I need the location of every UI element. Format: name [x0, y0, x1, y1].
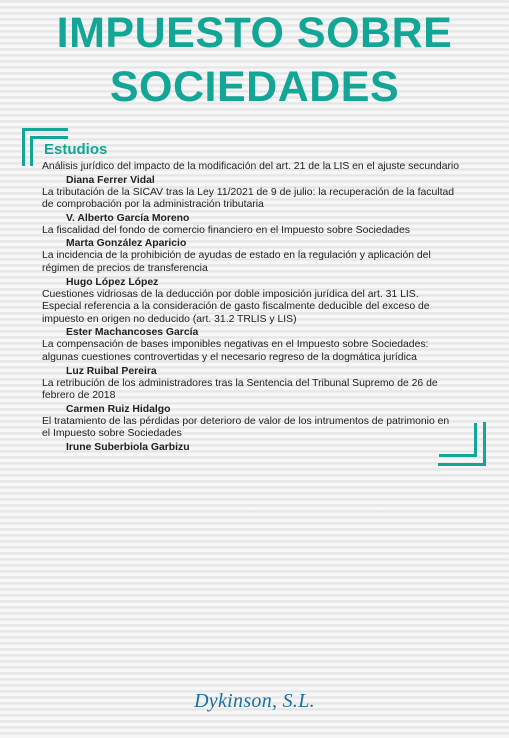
study-author: Luz Ruibal Pereira: [66, 365, 157, 377]
study-author: Ester Machancoses García: [66, 327, 199, 339]
study-author: Carmen Ruiz Hidalgo: [66, 403, 171, 415]
study-title: La fiscalidad del fondo de comercio financiero en el Impuesto sobre Sociedades: [42, 224, 410, 236]
study-entry: [42, 378, 460, 416]
section-title: Estudios: [44, 141, 108, 158]
study-author: V. Alberto García Moreno: [66, 212, 190, 224]
study-title: La compensación de bases imponibles negativas en el Impuesto sobre Sociedades: algunas cuestiones controvertidas y el necesario regreso de la dogmática jurídica: [42, 339, 429, 363]
book-title-line2: SOCIEDADES: [109, 63, 400, 111]
bottom-right-bracket-ornament: [436, 420, 486, 466]
publisher-logo: Dykinson, S.L.: [194, 690, 315, 712]
studies-list: [42, 161, 460, 454]
study-entry: [42, 187, 460, 225]
study-entry: [42, 339, 460, 377]
study-entry: [42, 161, 460, 187]
study-entry: [42, 289, 460, 340]
study-author: Diana Ferrer Vidal: [66, 174, 155, 186]
study-title: El tratamiento de las pérdidas por deterioro de valor de los intrumentos de patrimonio en el Impuesto sobre Sociedades: [42, 415, 450, 440]
study-title: La tributación de la SICAV tras la Ley 11/2021 de 9 de julio: la recuperación de la facultad de comprobación por la administración tributaria: [42, 186, 455, 211]
study-title: La retribución de los administradores tras la Sentencia del Tribunal Supremo de 26 de febrero de 2018: [42, 377, 438, 402]
study-title: La incidencia de la prohibición de ayudas de estado en la regulación y aplicación del régimen de precios de transferencia: [42, 250, 431, 274]
study-title: Cuestiones vidriosas de la deducción por doble imposición jurídica del art. 31 LIS. Especial referencia a la consideración de gasto fiscalmente deducible del exceso de impuesto en origen no deducido (art. 31.2 TRLIS y LIS): [42, 288, 430, 325]
study-author: Irune Suberbiola Garbizu: [66, 441, 190, 453]
study-entry: [42, 416, 460, 454]
study-title: Análisis jurídico del impacto de la modificación del art. 21 de la LIS en el ajuste secundario: [42, 161, 460, 172]
study-entry: [42, 225, 460, 251]
book-title-line1: IMPUESTO SOBRE: [56, 9, 453, 57]
study-author: Hugo López López: [66, 276, 159, 288]
study-author: Marta González Aparicio: [66, 238, 187, 250]
study-entry: [42, 250, 460, 288]
